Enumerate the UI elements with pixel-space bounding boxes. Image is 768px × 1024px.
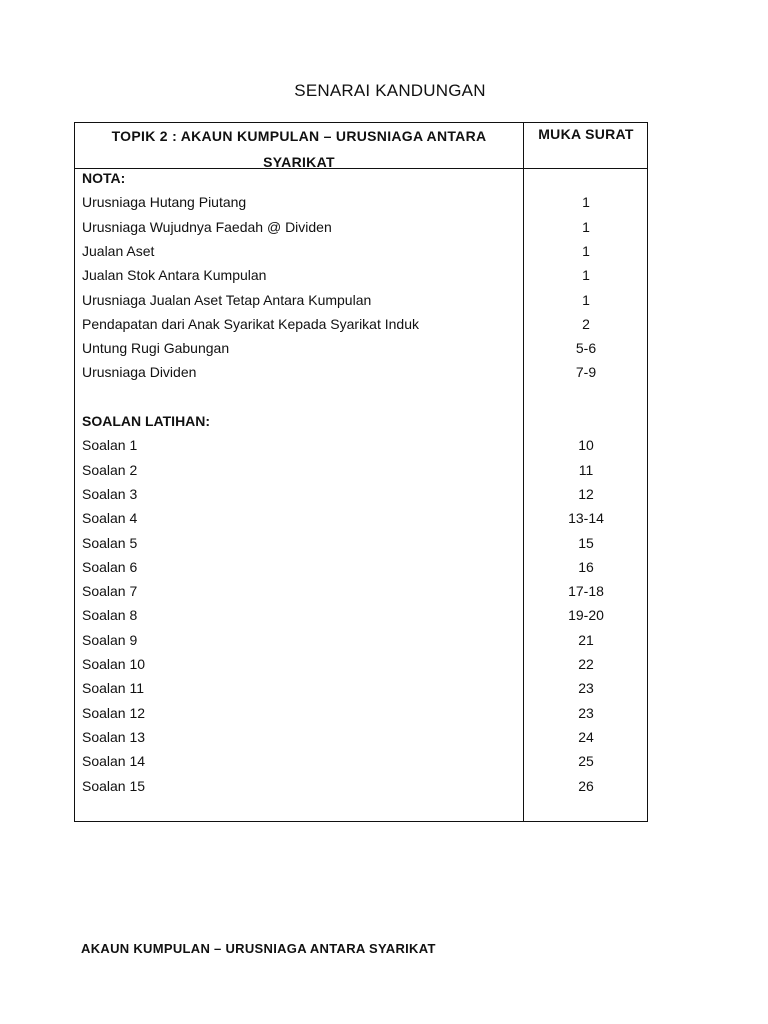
toc-entry-title: Soalan 8 — [82, 607, 138, 624]
toc-entry-title: Soalan 7 — [82, 583, 138, 600]
toc-entry-page: 25 — [578, 753, 594, 770]
toc-entry-page: 21 — [578, 631, 594, 648]
toc-entry-title: Soalan 12 — [82, 704, 146, 721]
toc-entry-page: 23 — [578, 704, 594, 721]
toc-entry-page: 13-14 — [568, 510, 604, 527]
toc-entry-page: 17-18 — [568, 583, 604, 600]
toc-entry-title: Pendapatan dari Anak Syarikat Kepada Syarikat Induk — [82, 315, 419, 332]
toc-entry-title: Untung Rugi Gabungan — [82, 340, 230, 357]
toc-entry-page: 2 — [582, 315, 590, 332]
toc-entry-title: Urusniaga Jualan Aset Tetap Antara Kumpulan — [82, 291, 372, 308]
toc-entry-title: Soalan 14 — [82, 753, 146, 770]
toc-entry-page: 1 — [582, 218, 590, 235]
toc-entry-title: Soalan 5 — [82, 534, 138, 551]
toc-entry-title: Soalan 6 — [82, 558, 138, 575]
table-of-contents — [74, 122, 648, 822]
column-divider — [523, 123, 524, 821]
toc-entry-page: 22 — [578, 656, 594, 672]
page-footer: AKAUN KUMPULAN – URUSNIAGA ANTARA SYARIKAT — [81, 941, 436, 956]
page-title: SENARAI KANDUNGAN — [294, 81, 486, 100]
toc-entry-page: 7-9 — [575, 364, 597, 381]
toc-entry-title: Jualan Stok Antara Kumpulan — [82, 267, 267, 284]
toc-entry-page: 10 — [578, 437, 594, 454]
toc-entry-page: 24 — [578, 728, 594, 745]
toc-entry-title: Jualan Aset — [82, 242, 155, 259]
toc-entry-page: 26 — [578, 777, 594, 794]
nota-heading: NOTA: — [82, 170, 126, 186]
toc-entry-page: 1 — [582, 242, 590, 259]
toc-entry-title: Soalan 15 — [82, 777, 146, 794]
topic-header — [75, 123, 523, 175]
toc-entry-page: 15 — [578, 534, 594, 551]
toc-entry-title: Soalan 3 — [82, 485, 138, 502]
toc-entry-title: Soalan 10 — [82, 656, 146, 672]
toc-entry-page: 23 — [578, 680, 594, 697]
toc-entry-title: Soalan 1 — [82, 437, 138, 454]
toc-entry-page: 11 — [578, 461, 594, 478]
toc-entry-title: Soalan 2 — [82, 461, 138, 478]
soalan-heading: SOALAN LATIHAN: — [82, 413, 211, 429]
toc-entry-title: Soalan 11 — [82, 680, 145, 697]
toc-entry-title: Urusniaga Wujudnya Faedah @ Dividen — [82, 218, 332, 235]
toc-entry-page: 1 — [582, 267, 590, 284]
toc-entry-page: 1 — [582, 194, 590, 211]
toc-entry-title: Soalan 9 — [82, 631, 138, 648]
toc-entry-page: 16 — [578, 558, 594, 575]
toc-entry-title: Urusniaga Hutang Piutang — [82, 194, 247, 211]
page-column-header: MUKA SURAT — [538, 126, 634, 142]
toc-entry-title: Soalan 13 — [82, 728, 146, 745]
toc-entry-page: 5-6 — [575, 340, 597, 357]
toc-entry-title: Urusniaga Dividen — [82, 364, 197, 381]
topic-header-line-2: SYARIKAT — [263, 154, 335, 170]
toc-entry-page: 12 — [578, 485, 594, 502]
topic-header-line-1: TOPIK 2 : AKAUN KUMPULAN – URUSNIAGA ANTARA — [111, 128, 487, 144]
toc-entry-page: 19-20 — [568, 607, 604, 624]
toc-entry-title: Soalan 4 — [82, 510, 138, 527]
toc-entry-page: 1 — [582, 291, 590, 308]
